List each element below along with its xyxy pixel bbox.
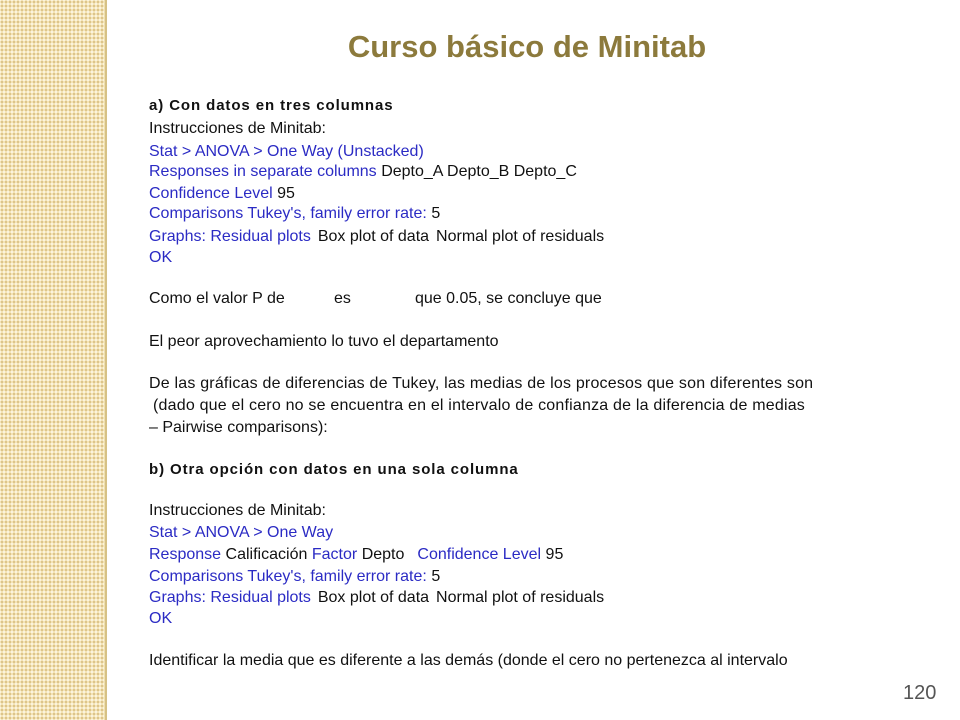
confidence-value: 95 [545,546,564,563]
section-a-heading: a) Con datos en tres columnas [149,97,394,114]
section-b-instructions-label: Instrucciones de Minitab: [149,502,326,519]
conclusion-part-1: Como el valor P de [149,290,285,307]
responses-value: Depto_A Depto_B Depto_C [381,163,577,180]
comparisons-label: Comparisons Tukey's, family error rate: [149,568,427,585]
graphs-option-boxplot: Box plot of data [317,228,430,245]
factor-label: Factor [311,546,358,563]
comparisons-value: 5 [431,568,441,585]
sidebar-divider [104,0,107,720]
graphs-label: Graphs: Residual plots [149,589,311,606]
confidence-value: 95 [277,185,295,202]
section-a-instructions-label: Instrucciones de Minitab: [149,120,326,137]
section-b-menu-path: Stat > ANOVA > One Way [149,524,334,541]
section-a-confidence-line [149,184,295,204]
slide-title: Curso básico de Minitab [347,29,707,64]
graphs-option-normal-plot: Normal plot of residuals [436,228,605,245]
section-b-comparisons-line [149,567,440,587]
section-a-worst-department: El peor aprovechamiento lo tuvo el departamento [149,333,499,350]
section-b-graphs-line [149,588,604,608]
section-a-menu-path: Stat > ANOVA > One Way (Unstacked) [149,143,424,160]
section-a-comparisons-line [149,204,440,224]
section-a-ok: OK [149,249,173,266]
comparisons-label: Comparisons Tukey's, family error rate: [149,205,427,222]
response-value: Calificación [225,546,308,563]
response-label: Response [149,546,222,563]
graphs-option-normal-plot: Normal plot of residuals [436,589,605,606]
conclusion-part-3: que 0.05, se concluye que [415,290,602,307]
section-b-identify-text: Identificar la media que es diferente a las demás (donde el cero no pertenezca al intervalo [149,652,788,669]
confidence-label: Confidence Level [149,185,273,202]
section-a-tukey-line-3: – Pairwise comparisons): [149,419,328,436]
confidence-label: Confidence Level [417,546,542,563]
section-a-responses-line [149,162,577,182]
decorative-sidebar [0,0,104,720]
page-number: 120 [903,682,937,704]
graphs-option-boxplot: Box plot of data [317,589,430,606]
section-a-tukey-line-2: (dado que el cero no se encuentra en el intervalo de confianza de la diferencia de medias [153,397,805,414]
section-a-graphs-line [149,227,604,247]
section-b-ok: OK [149,610,173,627]
comparisons-value: 5 [431,205,441,222]
section-b-heading: b) Otra opción con datos en una sola columna [149,461,519,478]
responses-label: Responses in separate columns [149,163,377,180]
graphs-label: Graphs: Residual plots [149,228,311,245]
factor-value: Depto [361,546,405,563]
section-b-response-line [149,545,563,565]
conclusion-part-2: es [334,290,351,307]
section-a-tukey-line-1: De las gráficas de diferencias de Tukey, las medias de los procesos que son diferentes son [149,375,814,392]
section-a-conclusion-line [149,289,619,309]
